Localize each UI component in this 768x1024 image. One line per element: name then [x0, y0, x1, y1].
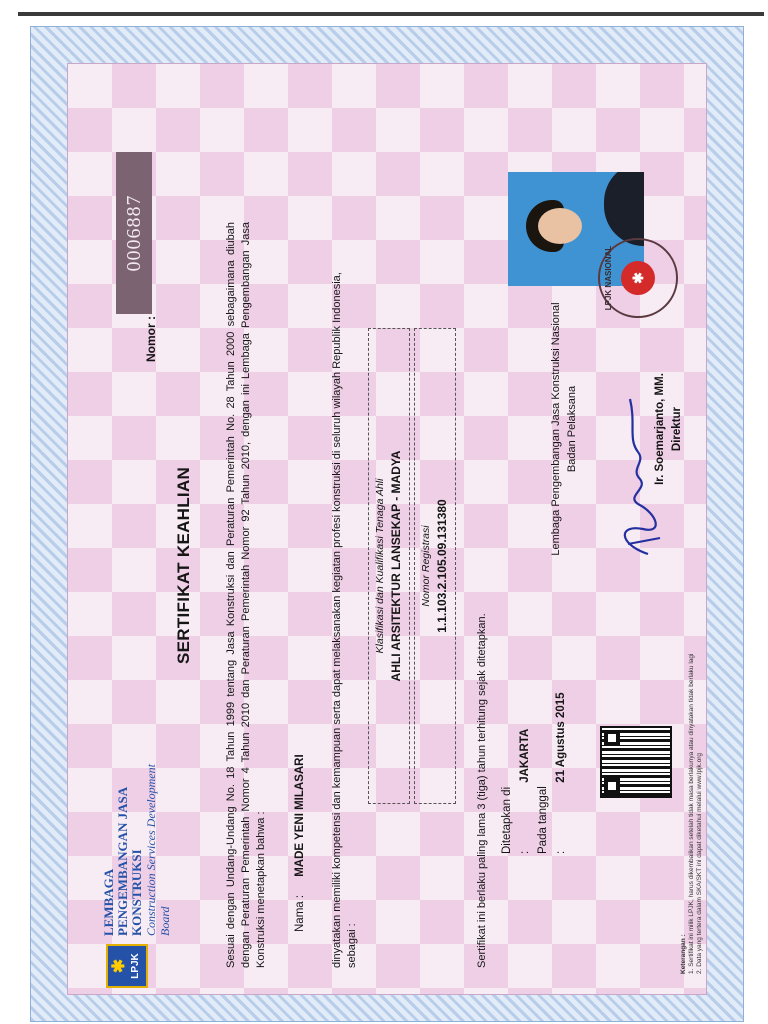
- classification-caption: Klasifikasi dan Kualifikasi Tenaga Ahli: [374, 478, 386, 654]
- name-label: Nama :: [294, 894, 306, 932]
- logo-text: [102, 748, 172, 936]
- signer-name: Ir. Soemarjanto, MM.: [654, 373, 666, 485]
- place-value: JAKARTA: [519, 728, 531, 783]
- logo-line1: LEMBAGA: [101, 868, 116, 936]
- certificate-content: [68, 64, 706, 994]
- issuer-line2: Badan Pelaksana: [566, 385, 578, 473]
- logo-line2: PENGEMBANGAN JASA KONSTRUKSI: [115, 787, 144, 936]
- place-label: Ditetapkan di :: [501, 786, 531, 854]
- seal-text: LPJK NASIONAL: [604, 245, 613, 311]
- issuer-organization: [548, 264, 580, 594]
- qr-code-icon: [600, 726, 672, 798]
- validity-statement: Sertifikat ini berlaku paling lama 3 (tiga) tahun terhitung sejak ditetapkan.: [476, 613, 488, 968]
- certificate-title: SERTIFIKAT KEAHLIAN: [174, 466, 193, 664]
- holder-name: MADE YENI MILASARI: [294, 754, 306, 877]
- issuer-line1: Lembaga Pengembangan Jasa Konstruksi Nasional: [550, 302, 562, 556]
- competency-declaration: dinyatakan memiliki kompetensi dan kemampuan serta dapat melaksanakan kegiatan profesi konstruksi di seluruh wilayah Republik Indonesia, sebagai :: [331, 272, 358, 968]
- lpjk-seal-icon: LPJK NASIONAL ✱: [598, 238, 678, 318]
- issue-details: [498, 692, 570, 854]
- scan-edge: [18, 12, 764, 16]
- notes-heading: Keterangan :: [680, 934, 687, 974]
- legal-basis-paragraph: Sesuai dengan Undang-Undang No. 18 Tahun 1999 tentang Jasa Konstruksi dan Peraturan Pemerintah No. 28 Tahun 2000 sebagaimana diubah dengan Peraturan Pemerintah Nomor 4 Tahun 2010 dan Peraturan Pemerintah Nomor 92 Tahun 2010, dengan ini Lembaga Pengembangan Jasa Konstruksi menetapkan bahwa :: [225, 222, 267, 968]
- certificate-body: [67, 63, 707, 995]
- registration-caption: Nomor Registrasi: [420, 525, 432, 607]
- holder-name-row: [294, 754, 306, 932]
- date-value: 21 Agustus 2015: [555, 692, 567, 783]
- date-label: Pada tanggal :: [537, 786, 567, 854]
- logo-line3: Construction Services Development Board: [144, 764, 172, 936]
- classification-value: AHLI ARSITEKTUR LANSEKAP - MADYA: [389, 450, 403, 682]
- certificate-border: [30, 26, 744, 1022]
- classification-box: [368, 328, 410, 804]
- note-item: 2. Data yang tertera dalam SKA/SKT ini dapat diketahui melalui www.lpjk.org: [696, 753, 703, 974]
- lpjk-logo: [96, 748, 172, 988]
- registration-box: [414, 328, 456, 804]
- lpjk-logo-icon: ✱ LPJK: [106, 944, 148, 988]
- signer-title: Direktur: [671, 406, 683, 452]
- footnotes: [680, 274, 704, 974]
- nomor-label: Nomor :: [144, 316, 158, 362]
- registration-number: 1.1.103.2.105.09.131380: [435, 499, 449, 633]
- certificate-number: 0006887: [116, 152, 152, 314]
- note-item: 1. Sertifikat ini milik LPJK, harus dikembalikan setelah tidak masa berlakunya atau dinyatakan tidak berlaku lagi: [688, 653, 695, 974]
